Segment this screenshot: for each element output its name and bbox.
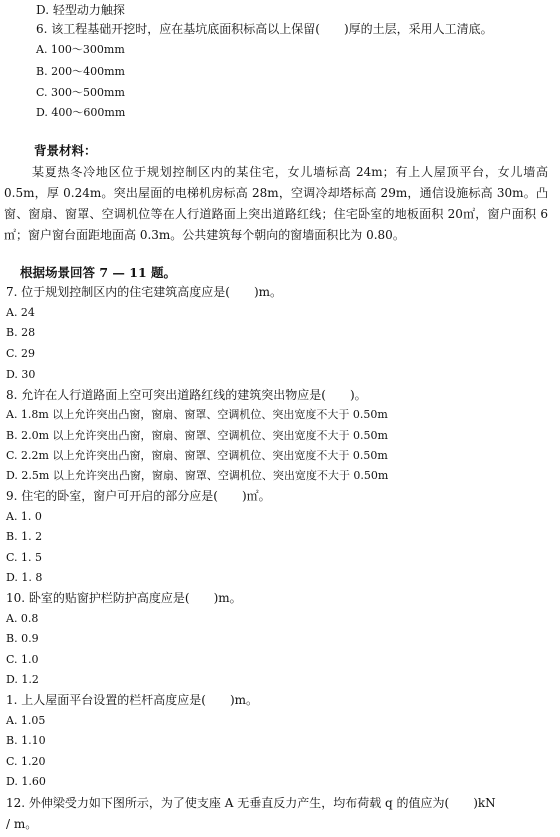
q10-stem: 10. 卧室的贴窗护栏防护高度应是( )m。	[6, 591, 242, 605]
q10-option-a: A. 0.8	[6, 612, 39, 625]
q8-option-d: D. 2.5m 以上允许突出凸窗，窗扇、窗罩、空调机位、突出宽度不大于 0.50m	[6, 469, 389, 482]
q6-option-a: A. 100～300mm	[36, 43, 125, 56]
q7-option-c: C. 29	[6, 347, 36, 360]
q12-stem-line2: / m。	[6, 817, 38, 831]
q11-option-b: B. 1.10	[6, 734, 46, 747]
q7-stem: 7. 位于规划控制区内的住宅建筑高度应是( )m。	[6, 285, 283, 299]
q10-option-d: D. 1.2	[6, 673, 39, 686]
q12-stem-line1: 12. 外伸梁受力如下图所示，为了使支座 A 无垂直反力产生，均布荷载 q 的值应为( )kN	[6, 796, 496, 810]
q6-option-b: B. 200～400mm	[36, 65, 125, 78]
q9-stem: 9. 住宅的卧室，窗户可开启的部分应是( )㎡。	[6, 489, 271, 503]
q6-option-d: D. 400～600mm	[36, 106, 126, 119]
q6-option-c: C. 300～500mm	[36, 86, 125, 99]
q11-option-c: C. 1.20	[6, 755, 46, 768]
q11-option-a: A. 1.05	[6, 714, 46, 727]
q8-option-b: B. 2.0m 以上允许突出凸窗，窗扇、窗罩、空调机位、突出宽度不大于 0.50m	[6, 429, 388, 442]
q9-option-d: D. 1. 8	[6, 571, 43, 584]
q10-option-b: B. 0.9	[6, 632, 39, 645]
q11-stem: 1. 上人屋面平台设置的栏杆高度应是( )m。	[6, 693, 259, 707]
background-heading: 背景材料：	[34, 143, 97, 158]
q10-option-c: C. 1.0	[6, 653, 39, 666]
background-text: 某夏热冬冷地区位于规划控制区内的某住宅，女儿墙标高 24m；有上人屋顶平台，女儿墙高 0.5m，厚 0.24m。突出屋面的电梯机房标高 28m，空调冷却塔标高 29m，通信设施标高 30m。凸窗、窗扇、窗罩、空调机位等在人行道路面上突出道路红线；住宅卧室的地板面积 20㎡，窗户面积 6㎡；窗户窗台面距地面高 0.3m。公共建筑每个朝向的窗墙面积比为 0.80。	[4, 165, 548, 242]
q6-stem: 6. 该工程基础开挖时，应在基坑底面积标高以上保留( )厚的土层，采用人工清底。	[36, 22, 493, 36]
q8-option-c: C. 2.2m 以上允许突出凸窗，窗扇、窗罩、空调机位、突出宽度不大于 0.50m	[6, 449, 388, 462]
q7-option-d: D. 30	[6, 368, 36, 381]
q9-option-c: C. 1. 5	[6, 551, 43, 564]
q7-option-a: A. 24	[6, 306, 35, 319]
scenario-heading: 根据场景回答 7 — 11 题。	[20, 265, 177, 280]
q8-stem: 8. 允许在人行道路面上空可突出道路红线的建筑突出物应是( )。	[6, 388, 367, 402]
q9-option-a: A. 1. 0	[6, 510, 42, 523]
q11-option-d: D. 1.60	[6, 775, 46, 788]
q7-option-b: B. 28	[6, 326, 36, 339]
q5-option-d: D. 轻型动力触探	[36, 3, 125, 17]
q9-option-b: B. 1. 2	[6, 530, 43, 543]
q8-option-a: A. 1.8m 以上允许突出凸窗，窗扇、窗罩、空调机位、突出宽度不大于 0.50m	[6, 408, 388, 421]
